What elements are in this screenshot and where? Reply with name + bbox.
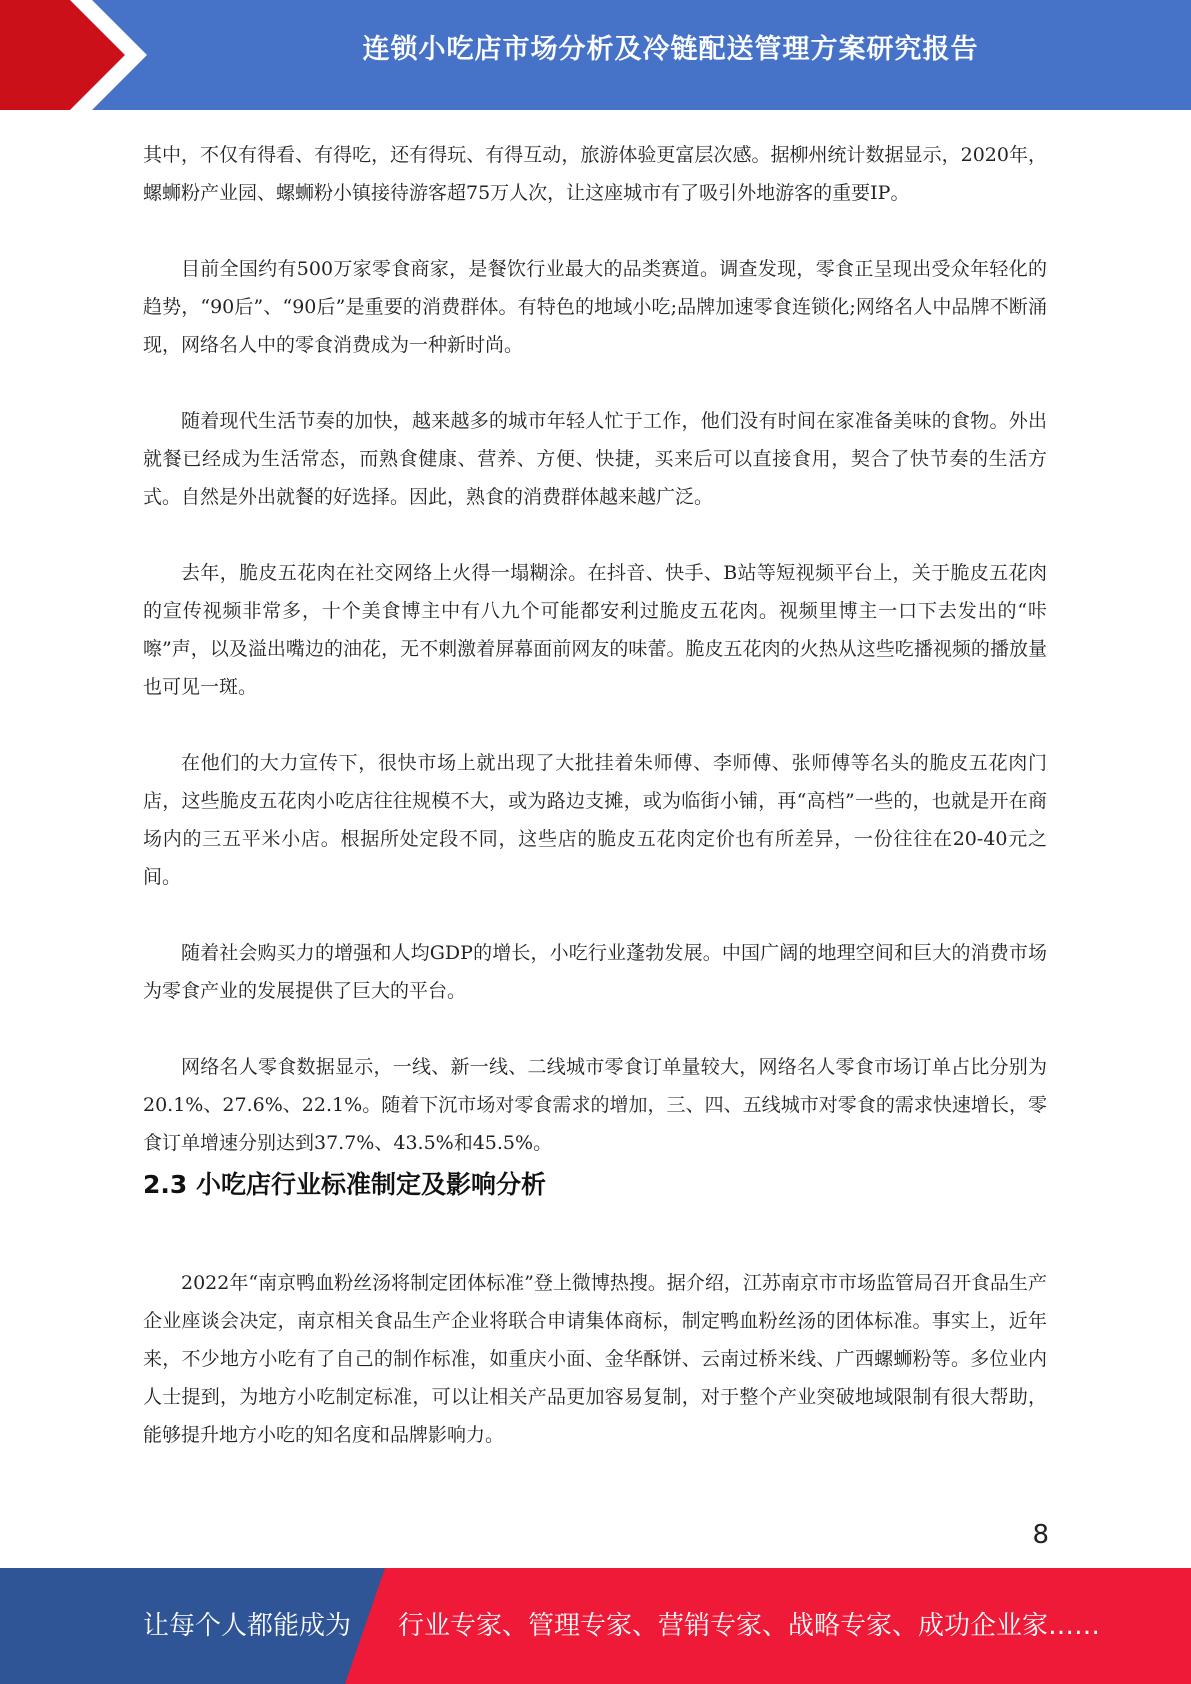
footer-slogan-right: 行业专家、管理专家、营销专家、战略专家、成功企业家…… (398, 1611, 1101, 1641)
paragraph-6: 随着社会购买力的增强和人均GDP的增长，小吃行业蓬勃发展。中国广阔的地理空间和巨大的消费市场为零食产业的发展提供了巨大的平台。 (143, 942, 1047, 1002)
header-chevron-decoration (0, 0, 160, 110)
paragraph-3: 随着现代生活节奏的加快，越来越多的城市年轻人忙于工作，他们没有时间在家准备美味的食物。外出就餐已经成为生活常态，而熟食健康、营养、方便、快捷，买来后可以直接食用，契合了快节奏的生活方式。自然是外出就餐的好选择。因此，熟食的消费群体越来越广泛。 (143, 410, 1047, 508)
paragraph-1: 其中，不仅有得看、有得吃，还有得玩、有得互动，旅游体验更富层次感。据柳州统计数据显示，2020年，螺蛳粉产业园、螺蛳粉小镇接待游客超75万人次，让这座城市有了吸引外地游客的重要IP。 (143, 144, 1047, 204)
document-body (143, 136, 1047, 1454)
page-footer (0, 1568, 1191, 1684)
section-heading: 2.3 小吃店行业标准制定及影响分析 (143, 1170, 546, 1199)
paragraph-5: 在他们的大力宣传下，很快市场上就出现了大批挂着朱师傅、李师傅、张师傅等名头的脆皮五花肉门店，这些脆皮五花肉小吃店往往规模不大，或为路边支摊，或为临街小铺，再“高档”一些的，也就是开在商场内的三五平米小店。根据所处定段不同，这些店的脆皮五花肉定价也有所差异，一份往往在20-40元之间。 (143, 752, 1047, 888)
page-number: 8 (1032, 1520, 1049, 1550)
report-title: 连锁小吃店市场分析及冷链配送管理方案研究报告 (362, 34, 979, 65)
footer-slogan-left: 让每个人都能成为 (143, 1611, 352, 1641)
paragraph-2: 目前全国约有500万家零食商家，是餐饮行业最大的品类赛道。调查发现，零食正呈现出受众年轻化的趋势，“90后”、“90后”是重要的消费群体。有特色的地域小吃;品牌加速零食连锁化;网络名人中品牌不断涌现，网络名人中的零食消费成为一种新时尚。 (143, 258, 1047, 356)
page-header (0, 0, 1191, 110)
paragraph-7: 网络名人零食数据显示，一线、新一线、二线城市零食订单量较大，网络名人零食市场订单占比分别为20.1%、27.6%、22.1%。随着下沉市场对零食需求的增加，三、四、五线城市对零食的需求快速增长，零食订单增速分别达到37.7%、43.5%和45.5%。 (143, 1056, 1047, 1154)
paragraph-8: 2022年“南京鸭血粉丝汤将制定团体标准”登上微博热搜。据介绍，江苏南京市市场监管局召开食品生产企业座谈会决定，南京相关食品生产企业将联合申请集体商标，制定鸭血粉丝汤的团体标准。事实上，近年来，不少地方小吃有了自己的制作标准，如重庆小面、金华酥饼、云南过桥米线、广西螺蛳粉等。多位业内人士提到，为地方小吃制定标准，可以让相关产品更加容易复制，对于整个产业突破地域限制有很大帮助，能够提升地方小吃的知名度和品牌影响力。 (143, 1272, 1047, 1446)
paragraph-4: 去年，脆皮五花肉在社交网络上火得一塌糊涂。在抖音、快手、B站等短视频平台上，关于脆皮五花肉的宣传视频非常多，十个美食博主中有八九个可能都安利过脆皮五花肉。视频里博主一口下去发出的“咔嚓”声，以及溢出嘴边的油花，无不刺激着屏幕面前网友的味蕾。脆皮五花肉的火热从这些吃播视频的播放量也可见一斑。 (143, 562, 1047, 698)
